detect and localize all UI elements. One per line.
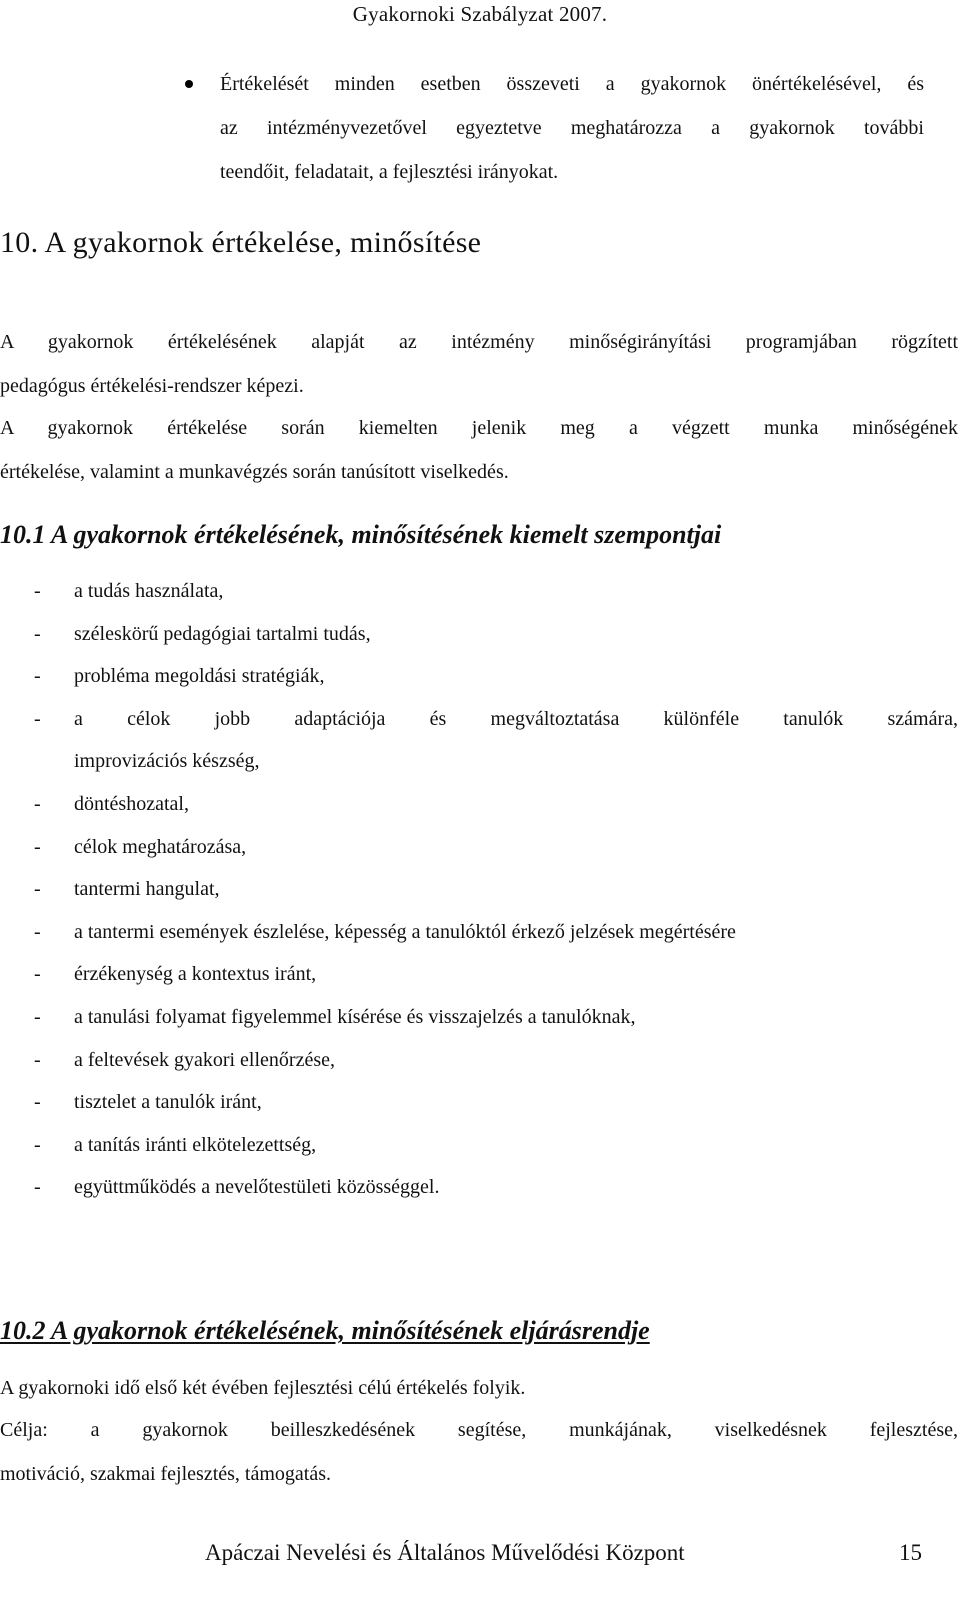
paragraph-line: Célja: a gyakornok beilleszkedésének segítése, munkájának, viselkedésnek fejlesztése, <box>0 1419 958 1441</box>
dash-marker: - <box>34 707 41 730</box>
footer-institution: Apáczai Nevelési és Általános Művelődési Központ <box>205 1540 685 1565</box>
section-10-paragraph-1 <box>0 320 958 408</box>
section-10-paragraph-2 <box>0 406 958 494</box>
list-item <box>34 1124 958 1167</box>
list-item-text: tisztelet a tanulók iránt, <box>74 1091 262 1114</box>
list-item-text: tantermi hangulat, <box>74 878 220 901</box>
list-item-text: a tantermi események észlelése, képesség a tanulóktól érkező jelzések megértésére <box>74 920 736 943</box>
list-item-text: improvizációs készség, <box>74 750 260 773</box>
dash-marker: - <box>34 1048 41 1071</box>
list-item-text: együttműködés a nevelőtestületi közösséggel. <box>74 1176 440 1199</box>
list-item <box>34 1081 958 1124</box>
intro-bullet-line: az intézményvezetővel egyeztetve meghatározza a gyakornok további <box>220 117 924 139</box>
list-item <box>34 996 958 1039</box>
list-item <box>34 570 958 613</box>
list-item-text: probléma megoldási stratégiák, <box>74 665 325 688</box>
dash-marker: - <box>34 1176 41 1199</box>
list-item <box>34 826 958 869</box>
list-item-text: döntéshozatal, <box>74 792 189 815</box>
list-item <box>34 868 958 911</box>
list-item-text: a tudás használata, <box>74 580 224 602</box>
section-10-heading: 10. A gyakornok értékelése, minősítése <box>0 226 482 259</box>
list-item-text: a tanítás iránti elkötelezettség, <box>74 1133 317 1156</box>
paragraph-line: motiváció, szakmai fejlesztés, támogatás. <box>0 1463 331 1485</box>
list-item <box>34 953 958 996</box>
list-item <box>34 911 958 954</box>
paragraph-line: pedagógus értékelési-rendszer képezi. <box>0 375 304 397</box>
list-item <box>34 783 958 826</box>
list-item-text: érzékenység a kontextus iránt, <box>74 963 317 986</box>
dash-marker: - <box>34 963 41 986</box>
page-header: Gyakornoki Szabályzat 2007. <box>352 2 608 26</box>
list-item-text: a feltevések gyakori ellenőrzése, <box>74 1048 335 1071</box>
dash-marker: - <box>34 792 41 815</box>
dash-marker: - <box>34 622 41 645</box>
section-10-1-heading: 10.1 A gyakornok értékelésének, minősítésének kiemelt szempontjai <box>0 520 722 549</box>
intro-bullet-line: teendőit, feladatait, a fejlesztési irányokat. <box>220 161 559 183</box>
list-item-text: a tanulási folyamat figyelemmel kísérése és visszajelzés a tanulóknak, <box>74 1005 636 1028</box>
bullet-dot-icon <box>185 80 193 88</box>
list-item <box>34 613 958 656</box>
intro-bullet-line: Értékelését minden esetben összeveti a gyakornok önértékelésével, és <box>220 73 924 95</box>
section-10-2-paragraph-2 <box>0 1408 958 1496</box>
list-item-text: célok meghatározása, <box>74 835 247 858</box>
dash-marker: - <box>34 1005 41 1028</box>
list-item <box>34 655 958 698</box>
list-item-text: széleskörű pedagógiai tartalmi tudás, <box>74 622 371 645</box>
section-10-2-paragraph-1: A gyakornoki idő első két évében fejlesztési célú értékelés folyik. <box>0 1377 526 1399</box>
paragraph-line: A gyakornok értékelésének alapját az intézmény minőségirányítási programjában rögzített <box>0 331 958 353</box>
list-item <box>34 1039 958 1082</box>
paragraph-line: értékelése, valamint a munkavégzés során tanúsított viselkedés. <box>0 461 509 483</box>
dash-marker: - <box>34 580 41 602</box>
dash-marker: - <box>34 835 41 858</box>
list-item <box>34 1166 958 1209</box>
dash-marker: - <box>34 1091 41 1114</box>
intro-bullet-text <box>220 62 924 194</box>
list-item-text: a célok jobb adaptációja és megváltoztatása különféle tanulók számára, <box>74 707 958 730</box>
dash-marker: - <box>34 1133 41 1156</box>
dash-marker: - <box>34 665 41 688</box>
criteria-list <box>34 570 958 1209</box>
dash-marker: - <box>34 920 41 943</box>
dash-marker: - <box>34 878 41 901</box>
section-10-2-heading: 10.2 A gyakornok értékelésének, minősítésének eljárásrendje <box>0 1316 650 1345</box>
paragraph-line: A gyakornok értékelése során kiemelten jelenik meg a végzett munka minőségének <box>0 417 958 439</box>
page-number: 15 <box>899 1540 922 1565</box>
list-item <box>34 698 958 783</box>
